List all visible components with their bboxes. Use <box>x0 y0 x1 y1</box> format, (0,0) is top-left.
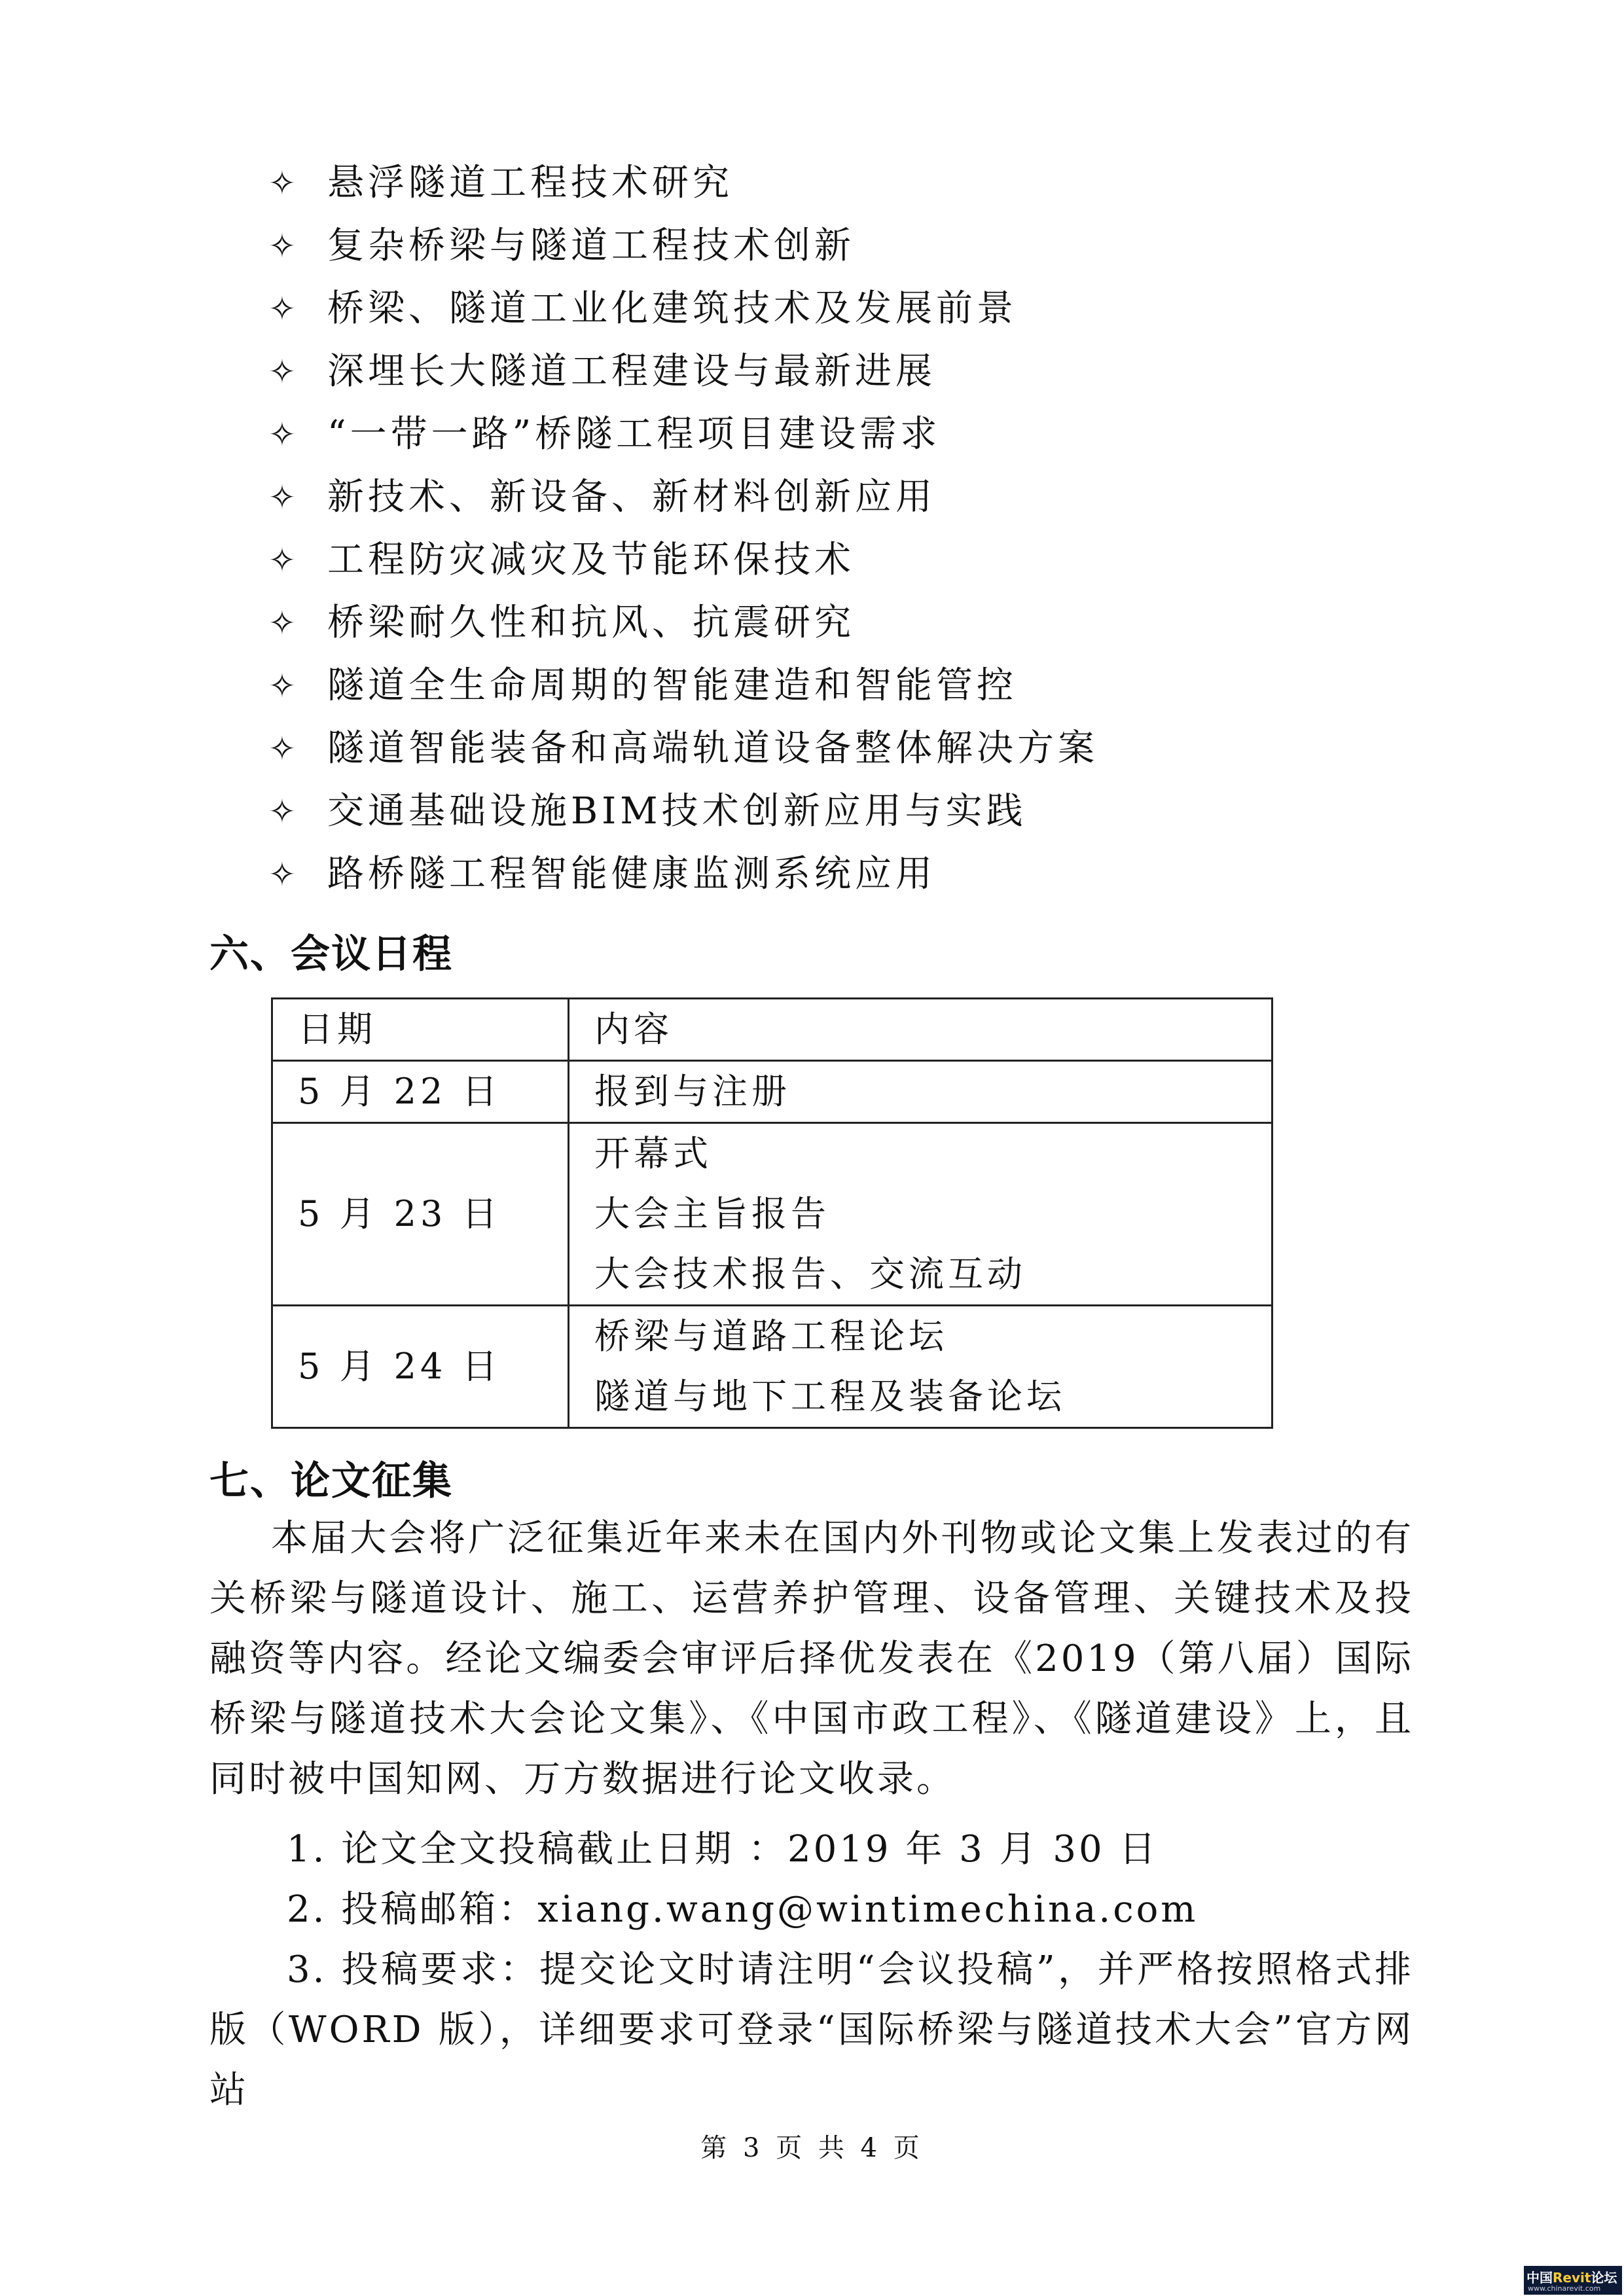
list-item <box>268 340 1512 403</box>
topic-text: “一带一路”桥隧工程项目建设需求 <box>327 413 941 456</box>
table-row <box>272 1123 1272 1306</box>
diamond-bullet-icon: ✧ <box>268 667 296 705</box>
diamond-bullet-icon: ✧ <box>268 730 296 768</box>
diamond-bullet-icon: ✧ <box>268 164 296 202</box>
research-topics-list <box>268 152 1512 906</box>
row-date: 5 月 24 日 <box>272 1306 569 1428</box>
diamond-bullet-icon: ✧ <box>268 227 296 265</box>
diamond-bullet-icon: ✧ <box>268 478 296 516</box>
table-row <box>272 1306 1272 1428</box>
row-content: 报到与注册 <box>569 1061 1272 1123</box>
header-content: 内容 <box>569 999 1272 1061</box>
row-date: 5 月 23 日 <box>272 1123 569 1306</box>
deadline-item: 1. 论文全文投稿截止日期 ：2019 年 3 月 30 日 <box>287 1828 1159 1871</box>
topic-text: 隧道智能装备和高端轨道设备整体解决方案 <box>327 727 1098 770</box>
row-content: 开幕式 大会主旨报告 大会技术报告、交流互动 <box>569 1123 1272 1306</box>
list-item <box>268 529 1512 592</box>
diamond-bullet-icon: ✧ <box>268 353 296 391</box>
list-item <box>268 152 1512 215</box>
table-header-row <box>272 999 1272 1061</box>
papers-paragraph: 本届大会将广泛征集近年来未在国内外刊物或论文集上发表过的有关桥梁与隧道设计、施工、运营养护管理、设备管理、关键技术及投融资等内容。经论文编委会审评后择优发表在《2019（第八届）国际桥梁与隧道技术大会论文集》、《中国市政工程》、《隧道建设》上，且同时被中国知网、万方数据进行论文收录。 <box>209 1517 1414 1801</box>
requirements-item: 3. 投稿要求：提交论文时请注明“会议投稿”，并严格按照格式排版（WORD 版），详细要求可登录“国际桥梁与隧道技术大会”官方网站 <box>209 1948 1414 2111</box>
schedule-table <box>271 997 1273 1429</box>
email-item: 2. 投稿邮箱：xiang.wang@wintimechina.com <box>287 1888 1199 1931</box>
list-item <box>268 780 1512 843</box>
list-item <box>268 215 1512 278</box>
list-item <box>268 278 1512 340</box>
diamond-bullet-icon: ✧ <box>268 855 296 893</box>
list-item <box>268 655 1512 717</box>
row-content: 桥梁与道路工程论坛 隧道与地下工程及装备论坛 <box>569 1306 1272 1428</box>
topic-text: 隧道全生命周期的智能建造和智能管控 <box>327 664 1017 707</box>
topic-text: 桥梁耐久性和抗风、抗震研究 <box>327 601 855 644</box>
topic-text: 路桥隧工程智能健康监测系统应用 <box>327 853 936 895</box>
diamond-bullet-icon: ✧ <box>268 290 296 328</box>
diamond-bullet-icon: ✧ <box>268 604 296 642</box>
watermark-logo: 中国Revit论坛 www.chinarevit.com <box>1524 2266 1622 2295</box>
list-item <box>268 843 1512 906</box>
papers-requirements <box>209 1820 1414 2121</box>
table-row <box>272 1061 1272 1123</box>
row-date: 5 月 22 日 <box>272 1061 569 1123</box>
list-item <box>268 403 1512 466</box>
list-item <box>268 466 1512 529</box>
header-date: 日期 <box>272 999 569 1061</box>
topic-text: 复杂桥梁与隧道工程技术创新 <box>327 224 855 267</box>
topic-text: 新技术、新设备、新材料创新应用 <box>327 476 936 518</box>
list-item <box>268 717 1512 780</box>
papers-heading: 七、论文征集 <box>209 1458 453 1504</box>
topic-text: 工程防灾减灾及节能环保技术 <box>327 539 855 581</box>
page-footer: 第 3 页 共 4 页 <box>700 2133 924 2163</box>
diamond-bullet-icon: ✧ <box>268 416 296 454</box>
list-item <box>268 592 1512 655</box>
diamond-bullet-icon: ✧ <box>268 541 296 579</box>
diamond-bullet-icon: ✧ <box>268 793 296 831</box>
schedule-heading: 六、会议日程 <box>209 931 453 977</box>
topic-text: 交通基础设施BIM技术创新应用与实践 <box>327 790 1027 833</box>
topic-text: 深埋长大隧道工程建设与最新进展 <box>327 350 936 393</box>
topic-text: 悬浮隧道工程技术研究 <box>327 162 733 204</box>
topic-text: 桥梁、隧道工业化建筑技术及发展前景 <box>327 287 1017 330</box>
